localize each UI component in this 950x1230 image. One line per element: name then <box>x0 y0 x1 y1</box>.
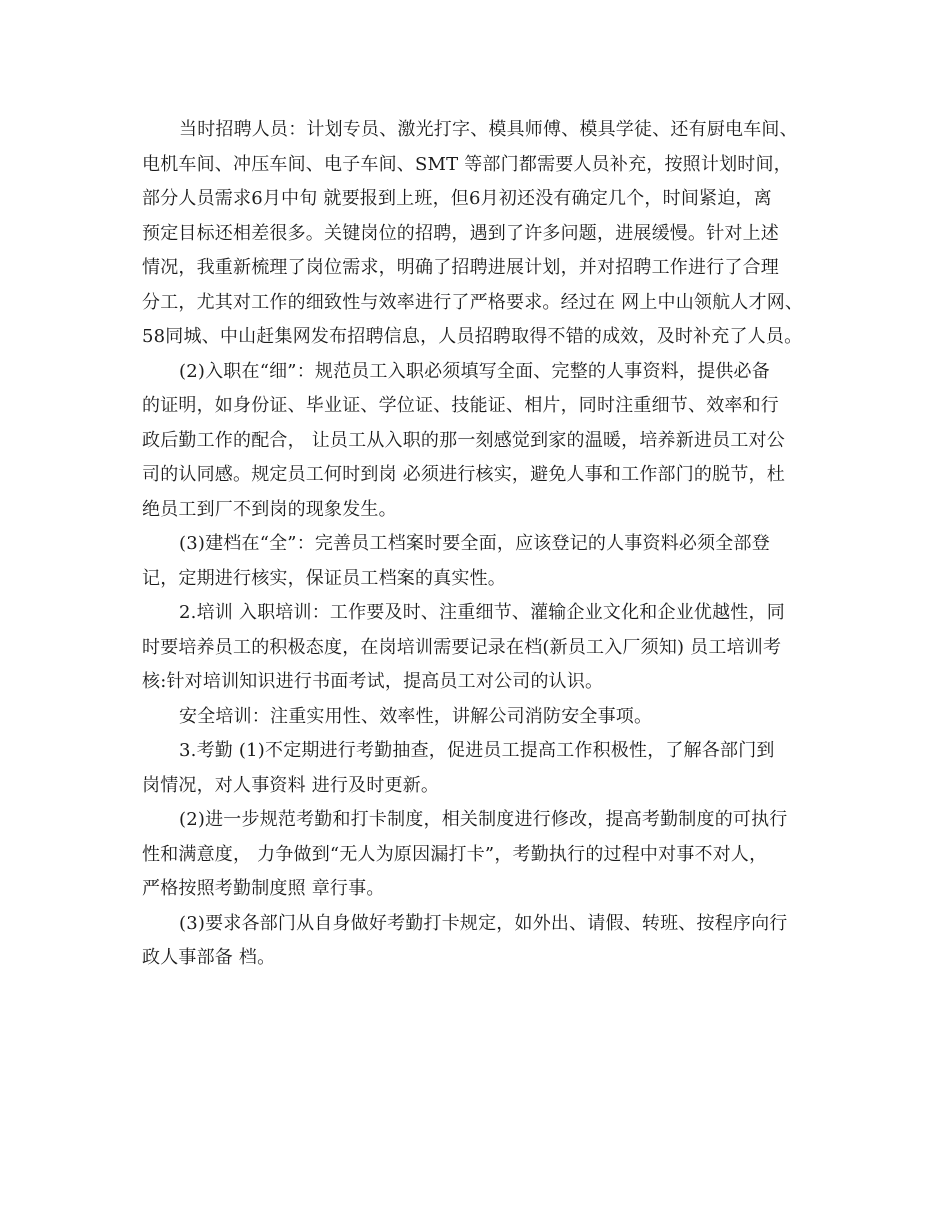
text-line: (3)要求各部门从自身做好考勤打卡规定，如外出、请假、转班、按程序向行 <box>179 912 788 934</box>
text-line: 政后勤工作的配合， 让员工从入职的那一刻感觉到家的温暖，培养新进员工对公 <box>142 429 785 451</box>
text-line: 部分人员需求6月中旬 就要报到上班，但6月初还没有确定几个，时间紧迫，离 <box>142 188 772 209</box>
text-line: 电机车间、冲压车间、电子车间、SMT 等部门都需要人员补充，按照计划时间， <box>142 153 792 175</box>
text-line: 安全培训：注重实用性、效率性，讲解公司消防安全事项。 <box>179 705 653 727</box>
document-body <box>142 113 822 976</box>
text-line: 岗情况，对人事资料 进行及时更新。 <box>142 774 440 796</box>
text-line: 性和满意度， 力争做到“无人为原因漏打卡”，考勤执行的过程中对事不对人， <box>142 843 768 865</box>
text-line: 司的认同感。规定员工何时到岗 必须进行核实，避免人事和工作部门的脱节，杜 <box>142 464 785 485</box>
text-line: 情况，我重新梳理了岗位需求，明确了招聘进展计划，并对招聘工作进行了合理 <box>142 257 779 278</box>
text-line: 3.考勤 (1)不定期进行考勤抽查，促进员工提高工作积极性，了解各部门到 <box>179 740 775 761</box>
text-line: 绝员工到厂不到岗的现象发生。 <box>142 498 397 520</box>
text-line: 政人事部备 档。 <box>142 947 276 968</box>
text-line: 时要培养员工的积极态度，在岗培训需要记录在档(新员工入厂须知) 员工培训考 <box>142 636 782 658</box>
text-line: 预定目标还相差很多。关键岗位的招聘，遇到了许多问题，进展缓慢。针对上述 <box>142 222 779 244</box>
text-line: 分工，尤其对工作的细致性与效率进行了严格要求。经过在 网上中山领航人才网、 <box>142 291 804 313</box>
text-line: 核:针对培训知识进行书面考试，提高员工对公司的认识。 <box>142 671 604 692</box>
text-line: (2)进一步规范考勤和打卡制度，相关制度进行修改，提高考勤制度的可执行 <box>179 809 788 830</box>
text-line: (2)入职在“细”：规范员工入职必须填写全面、完整的人事资料，提供必备 <box>179 360 770 382</box>
text-line: 的证明，如身份证、毕业证、学位证、技能证、相片，同时注重细节、效率和行 <box>142 395 779 416</box>
text-line: 2.培训 入职培训：工作要及时、注重细节、灌输企业文化和企业优越性，同 <box>179 602 785 623</box>
text-line: 当时招聘人员：计划专员、激光打字、模具师傅、模具学徒、还有厨电车间、 <box>179 119 798 140</box>
text-line: 58同城、中山赶集网发布招聘信息，人员招聘取得不错的成效，及时补充了人员。 <box>142 326 803 347</box>
text-line: 严格按照考勤制度照 章行事。 <box>142 878 385 899</box>
text-line: 记，定期进行核实，保证员工档案的真实性。 <box>142 567 506 589</box>
text-line: (3)建档在“全”：完善员工档案时要全面，应该登记的人事资料必须全部登 <box>179 533 770 554</box>
